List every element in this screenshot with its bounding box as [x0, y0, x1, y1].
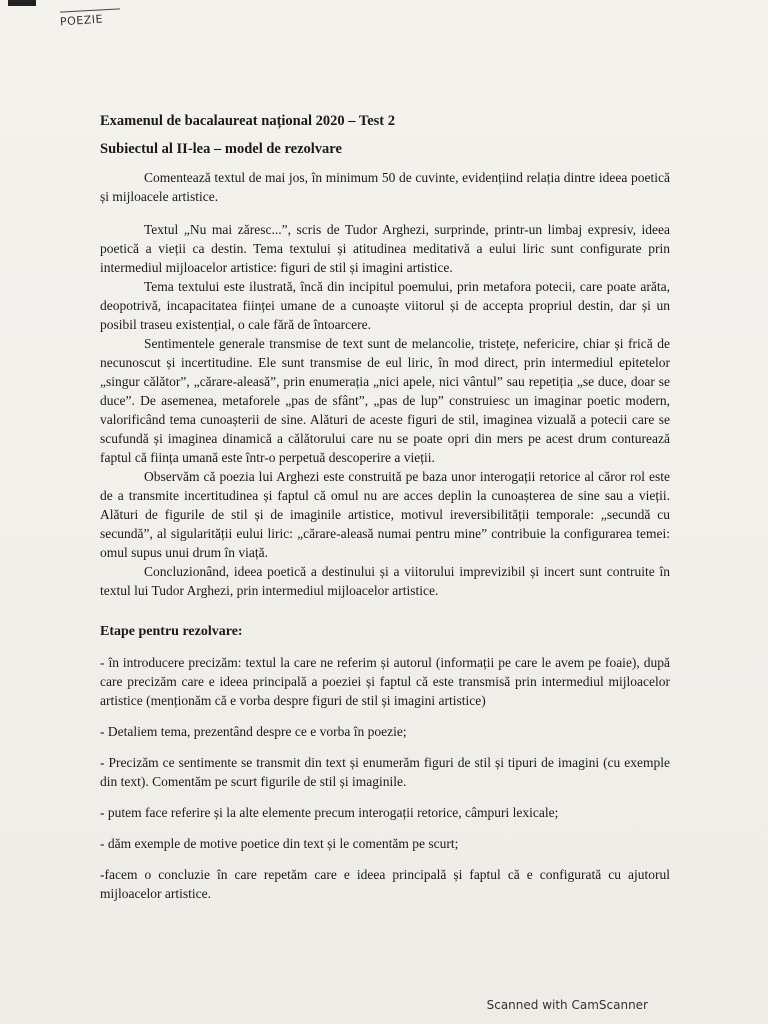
document-body	[100, 112, 670, 915]
answer-paragraph-1: Textul „Nu mai zăresc...”, scris de Tudor Arghezi, surprinde, printr-un limbaj expresiv, ideea poetică a vieții ca destin. Tema textului și atitudinea meditativă a eului liric sunt configurate prin intermediul mijloacelor artistice: figuri de stil și imagini artistice.	[100, 222, 670, 275]
step-item: - Precizăm ce sentimente se transmit din text și enumerăm figuri de stil și tipuri de imagini (cu exemple din text). Comentăm pe scurt figurile de stil și imaginile.	[100, 755, 670, 789]
step-item: - Detaliem tema, prezentând despre ce e vorba în poezie;	[100, 724, 407, 739]
step-item: - putem face referire și la alte elemente precum interogații retorice, câmpuri lexicale;	[100, 805, 559, 820]
document-title: Examenul de bacalaureat național 2020 – Test 2	[100, 113, 395, 129]
step-item: -facem o concluzie în care repetăm care e ideea principală și faptul că e configurată cu ajutorul mijloacelor artistice.	[100, 867, 670, 901]
document-subtitle: Subiectul al II-lea – model de rezolvare	[100, 141, 342, 157]
steps-heading: Etape pentru rezolvare:	[100, 624, 243, 639]
scan-edge-mark	[8, 0, 36, 6]
handwritten-underline	[60, 8, 120, 12]
handwritten-note: POEZIE	[59, 12, 104, 29]
step-item: - dăm exemple de motive poetice din text și le comentăm pe scurt;	[100, 836, 459, 851]
answer-paragraph-3: Sentimentele generale transmise de text sunt de melancolie, tristețe, nefericire, chiar și frică de necunoscut și incertitudine. Ele sunt transmise de eul liric, în mod direct, prin intermediul epitetelor „singur călător”, „cărare-aleasă”, prin enumerația „nici apele, nici vântul” sau repetiția „se duce, doar se duce”. De asemenea, metaforele „pas de sfânt”, „pas de lup” construiesc un imaginar poetic modern, valorificând tema cunoașterii de sine. Alături de aceste figuri de stil, imaginea vizuală a potecii care se scufundă și imaginea dinamică a călătorului care nu se poate opri din mers pe acest drum conturează faptul că ființa umană este într-o perpetuă descoperire a vieții.	[100, 336, 670, 465]
task-prompt: Comentează textul de mai jos, în minimum 50 de cuvinte, evidențiind relația dintre ideea poetică și mijloacele artistice.	[100, 170, 670, 204]
scanner-watermark: Scanned with CamScanner	[486, 998, 648, 1012]
answer-paragraph-5: Concluzionând, ideea poetică a destinului și a viitorului imprevizibil și incert sunt contruite în textul lui Tudor Arghezi, prin intermediul mijloacelor artistice.	[100, 564, 670, 598]
step-item: - în introducere precizăm: textul la care ne referim și autorul (informații pe care le avem pe foaie), după care precizăm care e ideea principală a poeziei și faptul că este transmisă prin intermediul mijloacelor artistice (menționăm că e vorba despre figuri de stil și imagini artistice)	[100, 655, 670, 708]
answer-paragraph-2: Tema textului este ilustrată, încă din incipitul poemului, prin metafora potecii, care poate arăta, deopotrivă, incapacitatea ființei umane de a cunoaște viitorul și de accepta propriul destin, dar și un posibil traseu existențial, o cale fără de întoarcere.	[100, 279, 670, 332]
answer-paragraph-4: Observăm că poezia lui Arghezi este construită pe baza unor interogații retorice al căror rol este de a transmite incertitudinea și faptul că omul nu are acces deplin la cunoașterea de sine sau a vieții. Alături de figurile de stil și de imaginile artistice, motivul ireversibilității temporale: „secundă cu secundă”, al sigularității eului liric: „cărare-aleasă numai pentru mine” contribuie la configurarea temei: omul supus unui drum în viață.	[100, 469, 670, 560]
